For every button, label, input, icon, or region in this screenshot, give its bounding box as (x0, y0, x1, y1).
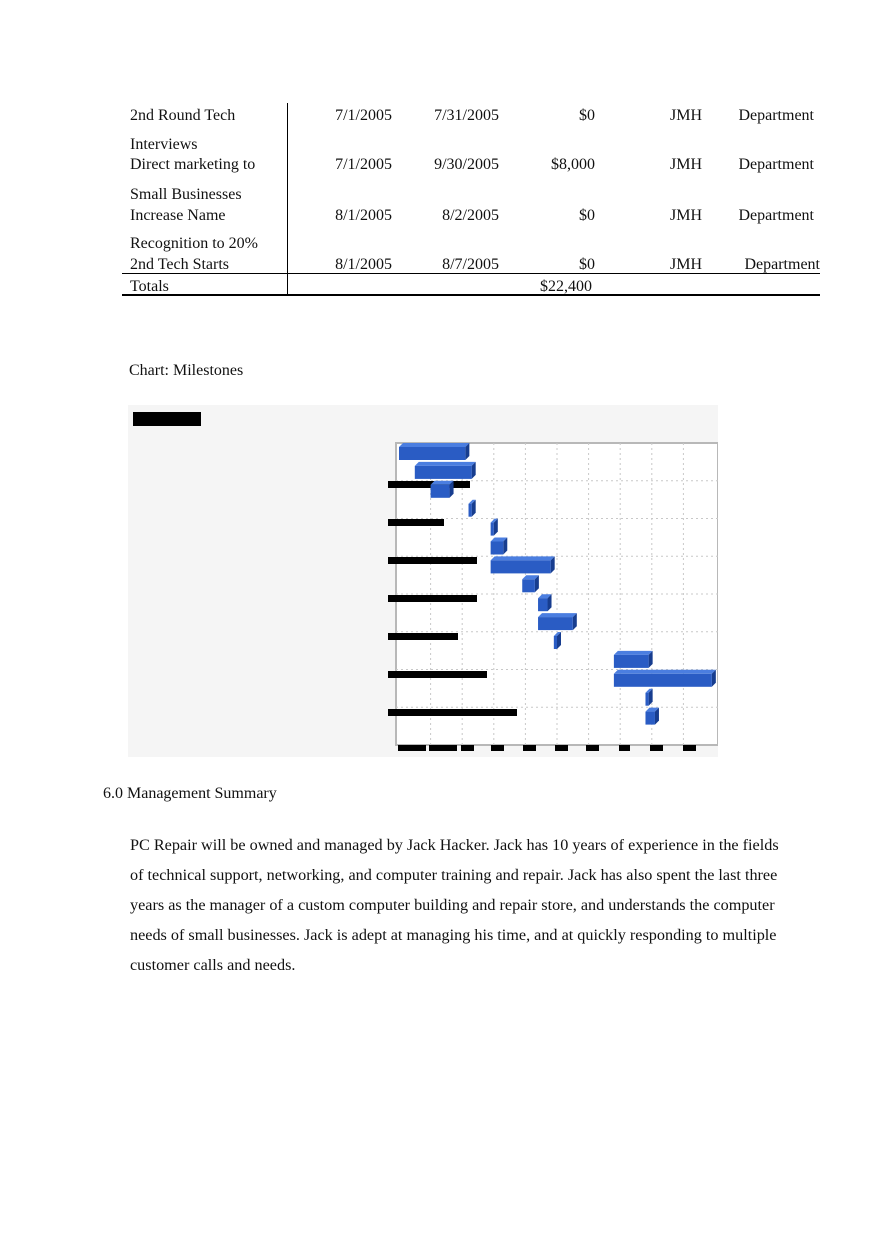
gantt-bar (399, 443, 469, 460)
table-rule (122, 273, 820, 274)
gantt-bar (491, 538, 508, 555)
milestones-chart (128, 405, 718, 757)
redacted-axis-tick-label (650, 745, 663, 751)
gantt-bar (415, 462, 476, 479)
paragraph-line: PC Repair will be owned and managed by Jack Hacker. Jack has 10 years of experience in the fields (130, 836, 779, 854)
gantt-bar-top (399, 443, 469, 447)
table-column-divider (287, 103, 288, 295)
redacted-axis-tick-label (461, 745, 474, 751)
table-cell-department: Department (738, 156, 814, 173)
table-cell-manager: JMH (669, 156, 702, 173)
gantt-bar-face (415, 466, 472, 479)
table-cell-start-date: 7/1/2005 (335, 107, 392, 124)
redacted-task-label (388, 481, 470, 488)
redacted-axis-tick-label (619, 745, 630, 751)
gantt-bar-top (415, 462, 476, 466)
gantt-bar-face (538, 617, 573, 630)
gantt-bar-face (491, 523, 494, 536)
redacted-axis-tick-label (555, 745, 568, 751)
gantt-bar-face (614, 655, 649, 668)
gantt-bar (538, 594, 551, 611)
table-cell-end-date: 8/7/2005 (442, 256, 499, 273)
gantt-bar (431, 481, 454, 498)
table-cell-milestone: Small Businesses (130, 186, 242, 203)
table-cell-manager: JMH (669, 256, 702, 273)
gantt-bar-face (522, 579, 535, 592)
gantt-bar (645, 708, 658, 725)
gantt-bar (522, 575, 539, 592)
table-cell-budget: $8,000 (551, 156, 595, 173)
redacted-axis-tick-label (683, 745, 696, 751)
redacted-task-label (388, 671, 487, 678)
totals-budget: $22,400 (540, 278, 592, 295)
table-cell-end-date: 9/30/2005 (434, 156, 499, 173)
gantt-bar (614, 651, 653, 668)
table-cell-budget: $0 (579, 256, 595, 273)
table-cell-budget: $0 (579, 207, 595, 224)
redacted-task-label (388, 709, 517, 716)
gantt-svg (128, 405, 718, 757)
gantt-bar-top (431, 481, 454, 485)
gantt-bar-face (645, 712, 654, 725)
table-cell-end-date: 7/31/2005 (434, 107, 499, 124)
redacted-axis-tick-label (429, 745, 457, 751)
paragraph-line: customer calls and needs. (130, 956, 296, 974)
redacted-axis-tick-label (523, 745, 536, 751)
gantt-bar-face (614, 674, 712, 687)
gantt-bar-face (645, 693, 648, 706)
gantt-bar-top (614, 670, 716, 674)
redacted-axis-tick-label (398, 745, 426, 751)
gantt-bar-face (538, 598, 547, 611)
table-cell-milestone: Recognition to 20% (130, 235, 258, 252)
redacted-task-label (388, 519, 444, 526)
paragraph-line: years as the manager of a custom computer building and repair store, and understands the computer (130, 896, 775, 914)
table-cell-department: Department (738, 107, 814, 124)
table-cell-end-date: 8/2/2005 (442, 207, 499, 224)
gantt-bar-face (469, 504, 472, 517)
table-cell-milestone: Direct marketing to (130, 156, 256, 173)
table-cell-start-date: 7/1/2005 (335, 156, 392, 173)
redacted-task-label (388, 557, 477, 564)
redacted-axis-tick-label (491, 745, 504, 751)
gantt-bar-top (491, 556, 555, 560)
table-cell-milestone: 2nd Round Tech (130, 107, 236, 124)
table-cell-start-date: 8/1/2005 (335, 207, 392, 224)
table-cell-milestone: Interviews (130, 136, 198, 153)
table-cell-department: Department (744, 256, 820, 273)
gantt-bar-face (399, 447, 465, 460)
gantt-bar (491, 556, 555, 573)
gantt-bar-top (538, 613, 577, 617)
gantt-bar-face (431, 485, 450, 498)
chart-caption: Chart: Milestones (129, 362, 244, 379)
table-cell-department: Department (738, 207, 814, 224)
redacted-axis-tick-label (586, 745, 599, 751)
gantt-bar (614, 670, 716, 687)
table-bottom-rule (122, 294, 820, 296)
redacted-task-label (388, 595, 477, 602)
table-cell-budget: $0 (579, 107, 595, 124)
table-cell-start-date: 8/1/2005 (335, 256, 392, 273)
paragraph-line: of technical support, networking, and computer training and repair. Jack has also spent the last three (130, 866, 778, 884)
gantt-bar-face (491, 560, 551, 573)
table-cell-milestone: Increase Name (130, 207, 226, 224)
table-cell-manager: JMH (669, 107, 702, 124)
section-heading: 6.0 Management Summary (103, 785, 277, 802)
gantt-bar-top (614, 651, 653, 655)
gantt-bar (538, 613, 577, 630)
table-cell-manager: JMH (669, 207, 702, 224)
totals-label: Totals (130, 278, 169, 295)
paragraph-line: needs of small businesses. Jack is adept at managing his time, and at quickly responding to multiple (130, 926, 777, 944)
redacted-task-label (388, 633, 458, 640)
gantt-bar-face (554, 636, 557, 649)
gantt-bar-face (491, 542, 504, 555)
table-cell-milestone: 2nd Tech Starts (130, 256, 230, 273)
management-summary-paragraph (130, 830, 830, 980)
